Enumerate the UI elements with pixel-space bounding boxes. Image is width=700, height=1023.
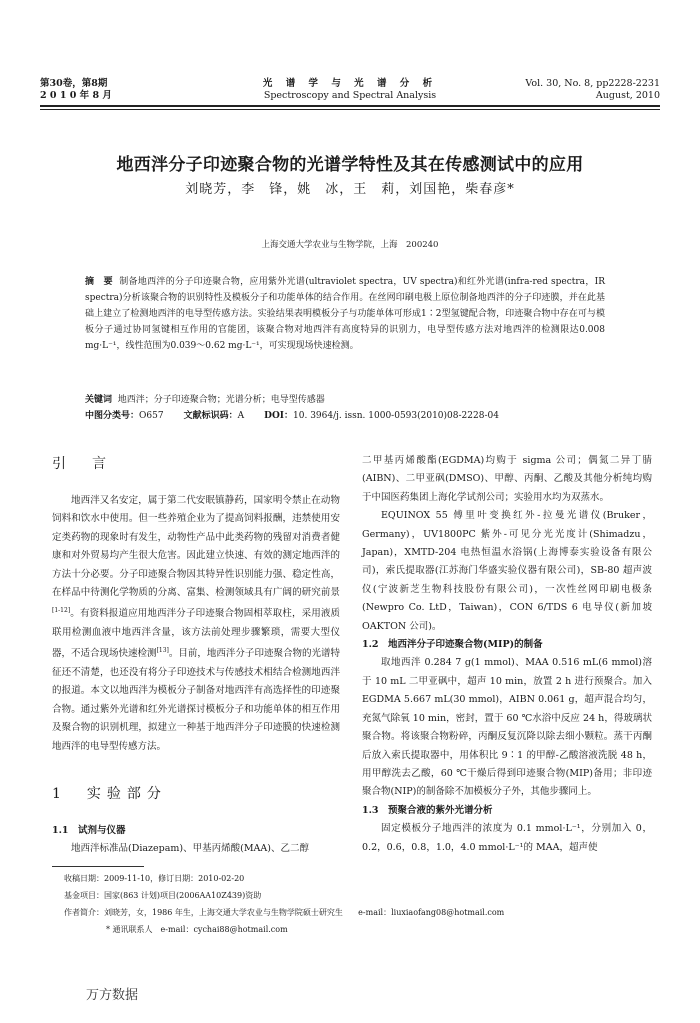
uv-analysis-paragraph: 固定模板分子地西泮的浓度为 0.1 mmol·L⁻¹，分别加入 0，0.2，0.6，0.8，1.0，4.0 mmol·L⁻¹的 MAA，超声使	[362, 823, 652, 853]
mip-preparation-paragraph: 取地西泮 0.284 7 g(1 mmol)、MAA 0.516 mL(6 mmol)溶于 10 mL 二甲亚砜中，超声 10 min，放置 2 h 进行预聚合。加入 EGDMA 5.667 mL(30 mmol)，AIBN 0.061 g，超声混合均匀，充氮气除氧 10 min，密封，置于 60 ℃水浴中反应 24 h，得玻璃状聚合物。将该聚合物粉碎，丙酮反复沉降以除去细小颗粒。蒸干丙酮后放入索氏提取器中，用体积比 9∶1 的甲醇-乙酸溶液洗脱 48 h，用甲醇洗去乙酸，60 ℃干燥后得到印迹聚合物(MIP)备用；非印迹聚合物(NIP)的制备除不加模板分子外，其他步骤同上。	[362, 657, 652, 798]
subsection-1-1-title: 1.1 试剂与仪器	[52, 825, 126, 836]
section1-heading: 1 实验部分	[52, 786, 167, 802]
subsection-1-2-title: 1.2 地西泮分子印迹聚合物(MIP)的制备	[362, 639, 543, 651]
clc-label: 中图分类号：	[85, 411, 140, 421]
materials-text	[362, 452, 652, 857]
footnote-fund: 基金项目：国家(863 计划)项目(2006AA10Z439)资助	[64, 891, 262, 900]
header-rule-thin	[40, 109, 660, 110]
intro-heading-block	[52, 455, 340, 473]
materials-paragraph: 二甲基丙烯酸酯(EGDMA)均购于 sigma 公司；偶氮二异丁腈(AIBN)、二甲亚砜(DMSO)、甲醇、丙酮、乙酸及其他分析纯均购于中国医药集团上海化学试剂公司；实验用水均为双蒸水。	[362, 455, 652, 503]
materials-text-start: 地西泮标准品(Diazepam)、甲基丙烯酸(MAA)、乙二醇	[71, 843, 309, 854]
subsection-1-3-title: 1.3 预聚合液的紫外光谱分析	[362, 804, 493, 816]
instruments-paragraph: EQUINOX 55 傅里叶变换红外-拉曼光谱仪(Bruker，Germany)，UV1800PC 紫外-可见分光光度计(Shimadzu，Japan)，XMTD-204 电热恒温水浴锅(上海博泰实验设备有限公司)，索氏提取器(江苏海门华盛实验仪器有限公司)，SB-80 超声波仪(宁波新芝生物科技股份有限公司)，一次性丝网印刷电极条(Newpro Co. LtD，Taiwan)，CON 6/TDS 6 电导仪(新加坡 OAKTON 公司)。	[362, 510, 652, 632]
footnote-received: 收稿日期：2009-11-10，修订日期：2010-02-20	[64, 874, 245, 883]
footnote-corresponding: * 通讯联系人 e-mail：cychai88@hotmail.com	[106, 925, 288, 934]
footnote-email: e-mail：liuxiaofang08@hotmail.com	[358, 908, 505, 917]
abstract-label: 摘 要	[85, 277, 113, 287]
date-cn: 2 0 1 0 年 8 月	[40, 90, 112, 101]
doi-value: 10. 3964/j. issn. 1000-0593(2010)08-2228-04	[293, 411, 499, 421]
citation-1: [1-12]	[52, 607, 71, 615]
journal-title-cn: 光 谱 学 与 光 谱 分 析	[262, 78, 438, 89]
watermark: 万方数据	[86, 988, 139, 1003]
footnote-rule	[52, 866, 144, 867]
doi-label: DOI：	[264, 411, 294, 421]
abstract	[85, 274, 605, 354]
keywords-label: 关键词	[85, 395, 113, 405]
subsection-1-1	[52, 822, 340, 840]
abstract-text: 制备地西泮的分子印迹聚合物，应用紫外光谱(ultraviolet spectra，UV spectra)和红外光谱(infra-red spectra，IR spectra)分析该聚合物的识别特性及模板分子和功能单体的结合作用。在丝网印刷电极上原位制备地西泮的分子印迹膜，并在此基础上建立了检测地西泮的电导型传感方法。实验结果表明模板分子与功能单体可形成1∶2型氢键配合物，印迹聚合物中存在可与模板分子通过协同氢键相互作用的官能团，该聚合物对地西泮有高度特异的识别力，电导型传感方法对地西泮的检测限达0.008 mg·L⁻¹，线性范围为0.039～0.62 mg·L⁻¹，可实现现场快速检测。	[85, 277, 605, 351]
volume-cn: 第30卷，第8期	[40, 78, 108, 89]
footnote-bio: 作者简介：刘晓芳，女，1986 年生，上海交通大学农业与生物学院硕士研究生 e-mail：liuxiaofang08@hotmail.com	[64, 908, 505, 917]
doc-value: A	[237, 411, 245, 421]
clc-value: O657	[139, 411, 164, 421]
journal-title-en: Spectroscopy and Spectral Analysis	[263, 90, 437, 101]
footnotes	[64, 870, 644, 938]
doc-label: 文献标识码：	[183, 411, 238, 421]
keywords-block	[85, 392, 615, 424]
citation-2: [13]	[156, 647, 169, 655]
author-list: 刘晓芳，李 锋，姚 冰，王 莉，刘国艳，柴春彦*	[185, 182, 515, 197]
section1-heading-block	[52, 785, 340, 803]
paper-title: 地西泮分子印迹聚合物的光谱学特性及其在传感测试中的应用	[116, 155, 584, 175]
keywords-text: 地西泮；分子印迹聚合物；光谱分析；电导型传感器	[117, 395, 325, 405]
header-right	[440, 78, 660, 102]
intro-paragraph: 地西泮又名安定，属于第二代安眠镇静药，国家明令禁止在动物饲料和饮水中使用。但一些养殖企业为了提高饲料报酬，违禁使用安定类药物的现象时有发生，动物性产品中此类药物的残留对消费者健康和对外贸易均产生很大危害。因此建立快速、有效的测定地西泮的方法十分必要。分子印迹聚合物因其特异性识别能力强、稳定性高，在样品中待测化学物质的分离、富集、检测领域具有广阔的研究前景[1-12]。有资料报道应用地西泮分子印迹聚合物固相萃取柱，采用液质联用检测血液中地西泮含量，该方法前处理步骤繁琐，需要大型仪器，不适合现场快速检测[13]。目前，地西泮分子印迹聚合物的光谱特征还不清楚，也还没有将分子印迹技术与传感技术相结合检测地西泮的报道。本文以地西泮为模板分子制备对地西泮有高选择性的印迹聚合物。通过紫外光谱和红外光谱探讨模板分子和功能单体的相互作用及聚合物的识别机理，拟建立一种基于地西泮分子印迹膜的快速检测地西泮的电导型传感方法。	[52, 495, 340, 752]
volume-en: Vol. 30, No. 8, pp2228-2231	[525, 78, 660, 89]
date-en: August, 2010	[595, 90, 660, 101]
intro-heading: 引 言	[52, 456, 112, 472]
affiliation: 上海交通大学农业与生物学院，上海 200240	[261, 240, 439, 250]
